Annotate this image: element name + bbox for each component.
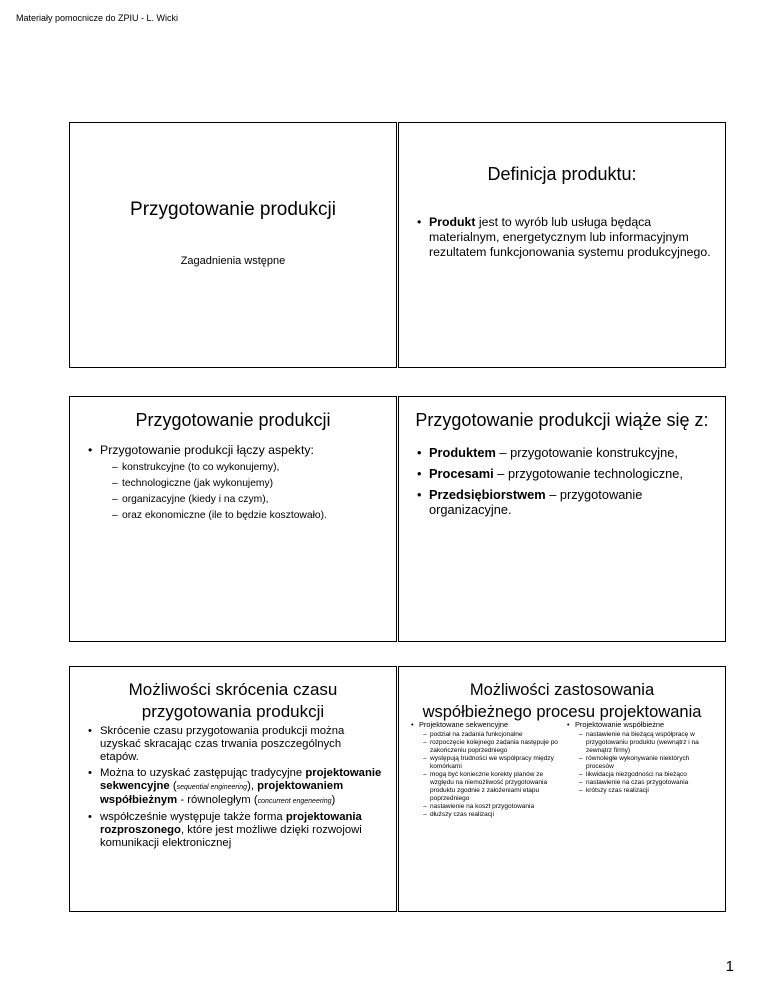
slide-title: Przygotowanie produkcji wiąże się z: (415, 410, 709, 430)
list-item: – konstrukcyjne (to co wykonujemy), (112, 460, 382, 476)
column-heading: • Projektowane sekwencyjne (411, 721, 559, 730)
sequential-column (411, 721, 559, 819)
title-line: współbieżnego procesu projektowania (422, 703, 702, 721)
slide-title: Przygotowanie produkcji (135, 410, 331, 430)
slide-body (88, 443, 382, 530)
title-line: przygotowania produkcji (141, 702, 325, 721)
bullet-text: współcześnie występuje także forma (100, 811, 286, 823)
bold-term: Produkt (429, 215, 476, 229)
concurrent-list (567, 731, 717, 795)
concurrent-column (567, 721, 717, 795)
bold-term: projektowania rozproszonego (100, 811, 362, 836)
bold-term: Przedsiębiorstwem (429, 487, 546, 502)
page-header: Materiały pomocnicze do ZPIU - L. Wicki (16, 13, 179, 23)
slide-title: Przygotowanie produkcji (130, 199, 336, 220)
title-line: Możliwości zastosowania (469, 681, 655, 699)
list-item: – oraz ekonomiczne (ile to będzie kosztowało). (112, 508, 382, 524)
bullet-text: Przygotowanie produkcji łączy aspekty: (100, 443, 314, 457)
bold-term: projektowaniem współbieżnym (100, 780, 344, 806)
slide-body (88, 725, 382, 856)
bullet-item (88, 443, 382, 524)
list-item: – równoległe wykonywanie niektórych procesów (579, 755, 717, 771)
slide-title (399, 679, 725, 723)
slide-concurrent (398, 666, 726, 912)
column-heading: • Projektowanie współbieżne (567, 721, 717, 730)
bullet-text: jest to wyrób lub usługa będąca materialnym, energetycznym lub informacyjnym rezultatem funkcjonowania systemu produkcyjnego. (429, 215, 711, 259)
list-item: – nastawienie na czas przygotowania (579, 779, 717, 787)
bullet-item (88, 811, 382, 850)
bullet-item (417, 466, 711, 481)
slide-subtitle: Zagadnienia wstępne (180, 255, 286, 267)
list-item: – technologiczne (jak wykonujemy) (112, 476, 382, 492)
page-number: 1 (725, 958, 734, 975)
title-line: Możliwości skrócenia czasu (128, 680, 338, 699)
slide-shortening (69, 666, 397, 912)
bullet-text: – przygotowanie organizacyjne. (429, 487, 643, 517)
list-item: – nastawienie na bieżącą współpracę w przygotowaniu produktu (wewnątrz i na zewnątrz firmy) (579, 731, 717, 755)
bullet-text: – przygotowanie konstrukcyjne, (495, 445, 678, 460)
list-item: – krótszy czas realizacji (579, 787, 717, 795)
slide-body (417, 215, 711, 266)
sequential-list (411, 731, 559, 819)
bullet-text: , (250, 780, 258, 792)
list-item: – nastawienie na koszt przygotowania (423, 803, 559, 811)
bold-term: Produktem (429, 445, 496, 460)
english-term: sequential engineering (176, 784, 248, 791)
slide-title-page (69, 122, 397, 368)
bullet-item (88, 725, 382, 764)
bullet-item: • Można to uzyskać zastępując tradycyjne projektowanie sekwencyjne (sequential engineering), projektowaniem współbieżnym - równoległym (concurrent engeneering) (88, 767, 382, 808)
bold-term: projektowanie sekwencyjne (100, 767, 382, 792)
list-item: – dłuższy czas realizacji (423, 811, 559, 819)
list-item: – likwidacja niezgodności na bieżąco (579, 771, 717, 779)
list-item: – występują trudności we współpracy między komórkami (423, 755, 559, 771)
bullet-text: , które jest możliwe dzięki rozwojowi komunikacji elektronicznej (100, 824, 362, 849)
slide-title: Definicja produktu: (487, 164, 637, 184)
bullet-item (417, 487, 711, 517)
bullet-text: Skrócenie czasu przygotowania produkcji można uzyskać skracając czas trwania poszczególnych etapów. (100, 725, 345, 763)
slide-definition (398, 122, 726, 368)
sub-list (100, 460, 382, 524)
english-term: concurrent engeneering (257, 798, 332, 805)
slide-title (70, 679, 396, 723)
bullet-text: - równoległym (177, 794, 254, 806)
bullet-item (417, 445, 711, 460)
bullet-text: Można to uzyskać zastępując tradycyjne (100, 767, 306, 779)
slide-body (417, 445, 711, 523)
bold-term: Procesami (429, 466, 494, 481)
list-item: – organizacyjne (kiedy i na czym), (112, 492, 382, 508)
list-item: – mogą być konieczne korekty planów ze względu na niemożliwość przygotowania produktu zgodnie z założeniami etapu poprzedniego (423, 771, 559, 803)
bullet-item (417, 215, 711, 260)
list-item: – rozpoczęcie kolejnego zadania następuje po zakończeniu poprzedniego (423, 739, 559, 755)
slide-relations (398, 396, 726, 642)
bullet-text: – przygotowanie technologiczne, (493, 466, 683, 481)
list-item: – podział na zadania funkcjonalne (423, 731, 559, 739)
slide-aspects (69, 396, 397, 642)
